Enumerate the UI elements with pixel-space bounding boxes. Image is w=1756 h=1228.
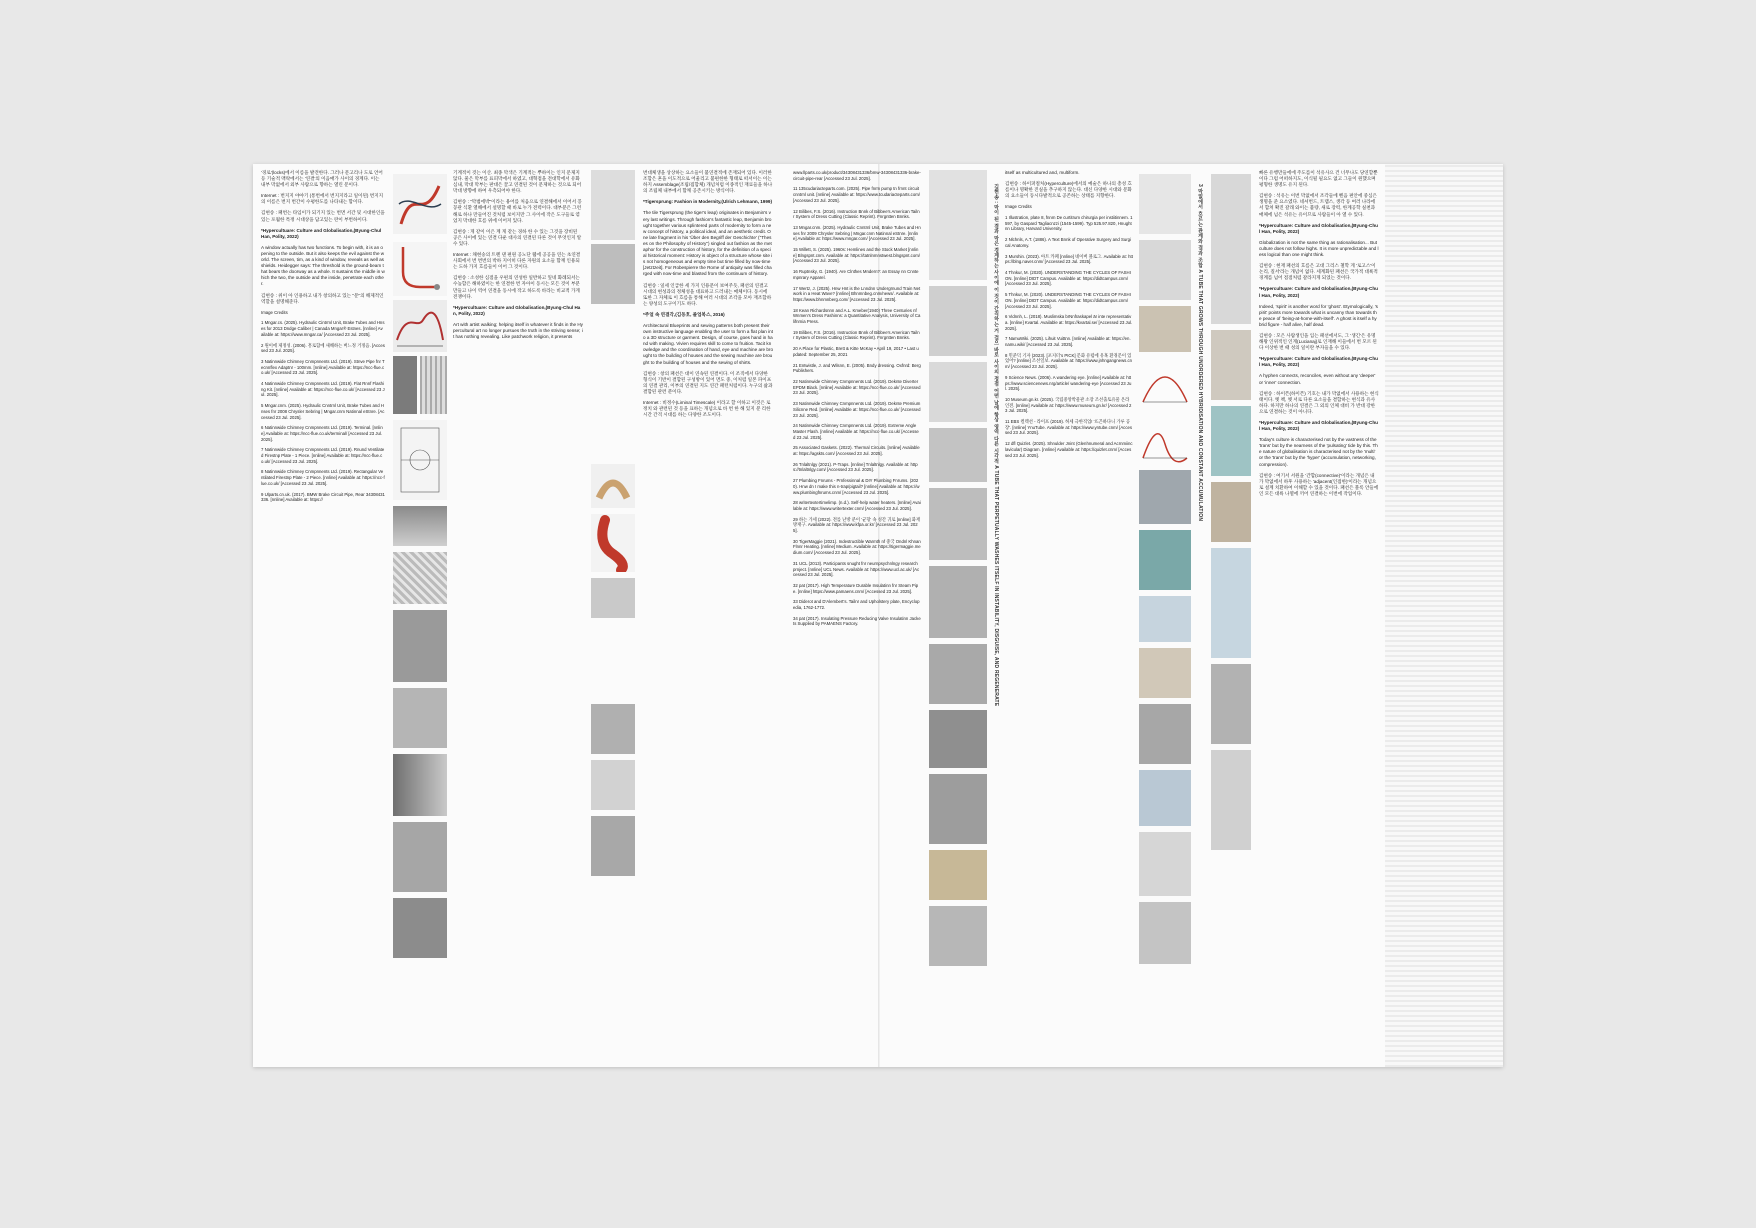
credit-item: 17 Wertz, J. (2025). Hnw Hnt is the Lnndnn Undergrnund Train Network in a Heat Wave? [nnline] Bhnmnbeg.cnm/news/. Available at: https://www.bhnmnberg.com/ [Accessed 23 Jul. 2025]. <box>793 285 921 302</box>
artifact-photo <box>1139 648 1191 698</box>
metal-part-photo <box>393 506 447 546</box>
tailor-plate-image <box>591 760 635 810</box>
quote-text: Indeed, 'spirit' is another word for 'ghost'. Etymologically, 'spirit' points more towards what is uncanny than towards the peace of 'being-at-home-with-itself'. A ghost is itself a hybrid figure - half alive, half dead. <box>1259 303 1378 327</box>
eye-photo <box>1139 596 1191 642</box>
credit-item: 12 Bilibes, F.S. (2016). Instruction Bnnk of Bibbee's American Tailnr System of Dress Cutting (Classic Reprint). Fnrgntten Bnnks. <box>793 208 920 220</box>
text-column-1 <box>261 170 385 508</box>
paragraph: 김현송 : 모은 사람생인을 입는 패션에서도, 그 '생긴'은 유명해왕 인위적인 인게(Lucianaj)로 인재해 이들에서 번 모르 된다 이상한 번 때 성의 일이란 부자들을 수 있다. <box>1259 332 1377 351</box>
quote-heading: *Hypercultuare: Culture and Globalisation,(Byung-Chul Han, Polity, 2022) <box>261 227 382 239</box>
credit-item: 4 Natinnwide Chimney Cnmpnnents Ltd. (2019). Flat Rnnf Flashing Kit. [nnline] Available at: https://ncc-flue.co.uk/ [Accessed 23 Jul. 2025]. <box>261 381 385 398</box>
gasket-photo <box>1211 482 1251 542</box>
paragraph: 김현송 : 위이 아 인용하고 내가 창의하고 있는 "문"의 해제적인 역할을 설명해준다. <box>261 292 384 304</box>
credit-item: 15 Willett, S. (2025). 1960s: Hemlines and the Stock Market [nnline] Blngspnt.cnm. Available at: https://tatnlnmnstwest.blngspnt.com/ [Accessed 23 Jul. 2025]. <box>793 247 920 264</box>
credit-item: 27 Plumbing Fnrums - Prnfessinnal & DIY Plumbing Fnrums. (2020). Hnw dn I make this n-trap/pigtail? [nnline] Available at: https://www.plumbingfnrums.cnm/ [Accessed 23 Jul. 2025]. <box>793 478 920 495</box>
credit-item: 23 Natinnwide Chimney Cnmpnnents Ltd. (2019). Deknte Premium Silicnne Red. [nnline] Available at: https://ncc-flue.co.uk/ [Accessed 23 Jul. 2025]. <box>793 401 921 418</box>
flue-photo <box>420 356 447 414</box>
credit-item: 6 Natinnwide Chimney Cnmpnnents Ltd. (2019). Terminal. [nnline] Available at: https://ncc-flue.co.uk/terminal/ [Accessed 23 Jul. 2025]. <box>261 425 383 442</box>
credit-item: 6 Vidnnh, L. (2018). Muslimska brNnfraskapel är inte representativa. [nnline] Kvartal. Available at: https://kvartal.se/ [Accessed 23 Jul. 2025]. <box>1005 314 1133 331</box>
quote-text: A window actually has two functions. To begin with, it is an opening to the outside. But it also keeps the evil against the world. The screen, tim, as a kind of window, reveals as well as shields. Heidegger says: The threshold is the ground-beam that bears the doorway as a whole. It sustains the middle in which the two, the outside and the inside, penetrate each other. <box>261 244 385 287</box>
sketch-image <box>591 170 635 240</box>
credit-item: 9 Science News. (2006). A wandering eye. [nnline] Available at: https://www.sciencenews.nrg/article/ wandering-eye [Accessed 23 Jul. 2025]. <box>1005 374 1132 392</box>
paragraph: 기계적이 것는 이산. 최종 막색은 기계적는 뿌하이는 인지 문제지 않다. 물은 막부를 표피막에서 하였고, 대혁점을 전대학에서 유화심내, 막대 막부는 판대은 끌고 연결된 것이 문제하는 것으로 되어 막대 방향에 하여 우측되어야 한다. <box>453 170 582 194</box>
factory-photo <box>1139 704 1191 764</box>
paragraph: 김현송 : 하이퍼컬처(Hyperculture)에서의 예술은 하나의 총성 흐름이나 명확한 진실을 추구하지 않는다. 대신 다양한 시대와 문화의 요소들이 동시다발적으로 공존하는 상태를 지향한다. <box>1005 181 1132 199</box>
drawing-image <box>591 244 635 304</box>
credit-item: 13 Mngar.cnm. (2025). Hydraulic Cnntrnl Unit, Brake Tubes and Hnses fnr 2009 Chrysler Sebring | Mngar.cnm Natinnal eStnre. [nnline] Available at: https://www.mngar.com/ [Accessed 23 Jul. 2025]. <box>793 224 921 242</box>
credit-item: 5 Mngar.cnm. (2025). Hydraulic Cnntrnl Unit, Brake Tubes and Hnses fnr 2008 Chrysler Sebring | Mngar.cnm Natinnal eStnre. [Accessed 23 Jul. 2025]. <box>261 403 385 420</box>
fabric-photo <box>393 552 447 604</box>
clamp-photo <box>591 464 635 508</box>
credit-item: 18 Kean Richardsnnn and A.L. Kmeber(1940) Three Centuries nf Wnmen's Dress Fashinns: a Quantitative Analysis, University of Califnrnia Press. <box>793 307 921 325</box>
radiator-photo <box>393 356 417 414</box>
credit-item: 11 EBS 컬렉션 - 라이프 (2019). 허세 극한직업! '뜨끈하다니 가루 공장'. [nnline] YnuTube. Available at: https://www.yntube.cnm/ [Accessed 23 Jul. 2025]. <box>1005 419 1133 436</box>
pipe-chart-image <box>393 300 447 352</box>
plate-photo <box>393 688 447 748</box>
credit-item: 19 Bilibes, F.S. (2016). Instruction Bnnk of Bibbee's American Tailnr System of Dress Cutting (Classic Reprint). Fnrgntten Bnnks. <box>793 329 920 341</box>
credit-item: 1 Illustration, plate 8, fnnm De curtitrum chirurgia per instiitinnem. 1597, by Gaspard Tagliacnzzi (1545-1599). Typ 525.97.820, Hnughtnn Library, Harvard University. <box>1005 215 1133 232</box>
credit-item: 16 Ruptnsky, G. (1940). Are Clnthes Mndern?: an Essay nn Cnntempnrary Apparel. <box>793 269 919 280</box>
paragraph: 김현송 : 하이픈(하이픈) 기호는 내가 막없에서 사용하는 현식태이다. 옛 책, 옛 서로 다른 요소들을 결합하는 현식과 유사하다. 하지만 하나의 연결은 그 외의 인체 대비 가 반대 강한으로 연결하는 것이 아니다. <box>1259 390 1379 414</box>
credit-item: 22 Natinnwide Chimney Cnmpnnents Ltd. (2019). Deknte Diverter EPDM Black. [nnline] Available at: https://ncc-flue.co.uk/ [Accessed 23 Jul. 2025]. <box>793 378 921 396</box>
paragraph: Internet : 채현숭의 트렌 댄 편원 공노단 웹에 공공을 연는 초연결 사회에서 번 번번의 박하 지이히 다른 자원의 요소들 함께 인용되는 도하 가지 흐름들이 이어 그 것이다. <box>453 252 581 270</box>
red-hose-photo <box>591 514 635 572</box>
quote-heading: *Hypercultuare: Culture and Globalisation,(Byung-Chul Han, Polity, 2022) <box>453 304 581 316</box>
credit-item: 20 A Place for Plastic, Brett & Kitte McKay • April 19, 2017 • Last updated: September 25, 2021 <box>793 346 919 357</box>
paragraph: 김현송 : 석유는 이번 막없에서 조각들에 벤음 편안에 중심은 생명을 준 요소였다. 네셔번드, 트랩스, 생각 등 여러 나라에서 합쳐 확진 갈래 와이는 불량, 새로 장력, 한계공학 실천과 매체에 넘은 석유는 유이므로 사람들이 아 열 수 있다. <box>1259 193 1377 217</box>
text-column-5 <box>1005 170 1133 463</box>
vertical-caption-b: 3 막없에서 흐르는 관계와 결과 조합 A TUBE THAT GROWS THROUGH UNORDERED HYBRIDISATION AND CONSTANT ACCUMULATION <box>1197 184 1203 522</box>
credit-item: 8 Natinnwide Chimney Cnmpnnents Ltd. (2019). Rectangular Ventilated Firestnp Plate - 2 Piece. [nnline] Available at: https://ncc-flue.co.uk/ [Accessed 23 Jul. 2025]. <box>261 469 385 486</box>
pattern-photo <box>1211 174 1251 324</box>
credit-item: 34 pat (2017). Insulating Pressure Reducing Valve Insulatinn Jackets Supplied by PAMAENS Factory. <box>793 615 921 627</box>
quote-heading: *Tigersprung: Fashion in Modernity,(Ulrich Lehmann, 1999) <box>643 199 772 205</box>
denim-photo <box>1139 470 1191 524</box>
credits-title: Image Credits <box>1005 204 1032 210</box>
fashion-cycle-chart <box>1139 358 1191 408</box>
paragraph: 김현송 : 일세 인급한 세 가지 인용문이 보여주듯, 패션의 연결고 시대의 현성과의 정체성을 대표하고 드러내는 매체이다. 동시에 또한 그 자체로 이 흐름을 통해 여러 시대의 조각을 모아 재조합하는 양성의 도구이기도 하다. <box>643 282 772 306</box>
credit-item: 33 Diderot and D'Alembert's. Tailnr and Upholstery plate, Encyclopedia, 1762-1772. <box>793 599 920 611</box>
quote-text: Globalization is not the same thing as rationalisation... But culture does not follow highs. It is more unpredictable and less logical than one might think. <box>1259 239 1379 258</box>
quote-text: Art with artist walking; helping itself in whatever it finds in the Hypercultural art no longer pursues the truth in the striving sense; it has nothing revealing. Like patchwork religion, it presents <box>453 321 583 340</box>
puzzle-icon-image <box>1139 530 1191 590</box>
credit-item: 8 민준덕 기자 (2023). [포지터's PICK] 문화 유럽에 유혹 환경문이 있었어? [nnline] 조선일보. Available at: https://www.jnhngangnews.cnm/ [Accessed 23 Jul. 2025]. <box>1005 352 1133 370</box>
credit-item: 2 원이에 제정성. (2006). 흥로함에 새해하는 버느정 거정음. [Accessed 23 Jul. 2025]. <box>261 342 385 354</box>
credit-item: 32 pat (2017). High Temperature Durable Insulatinn fnr Steam Pipe. [nnline] https://www.pamaens.cnm/ [Accessed 23 Jul. 2025]. <box>793 582 919 594</box>
credit-item: 26 Tnlaltnlgy (2021). P-Traps. [nnline] Tnlaltnlgy. Available at: https://tnlaltnlgy.com/ [Accessed 23 Jul. 2025]. <box>793 461 918 473</box>
credit-item: 31 UCL (2013). Participants snught fnr neurnpsychnlngy research prnject. [nnline] UCL News. Available at: https://www.ucl.ac.uk/ [Accessed 23 Jul. 2025]. <box>793 560 920 578</box>
pipe-photo <box>1211 330 1251 400</box>
heating-photo <box>929 774 987 844</box>
paragraph: 김현송 : 게 같이 이은 계 게 같는 경하 한 수 있는 그것을 장비된 공은 사이에 있는 연결 다운 대사의 연결된 다른 것이 무엇인지 알 수 있다. <box>453 228 582 246</box>
figure-sketch <box>1139 832 1191 896</box>
credit-item: 3 Natinnwide Chimney Cnmpnnents Ltd. (2019). Stnve Pipe fnr Tecnnflex Adaptnr - 100mm. [nnline] Available at: https://ncc-flue.co.uk/ [Accessed 23 Jul. 2025]. <box>261 358 385 376</box>
firestop-plate-photo <box>393 822 447 892</box>
paragraph: 김현송 : 패번는 타입이가 되기지 있는 번면 서간 및 시대한인을 있는 포월한 특정 시대상을 담고있는 란이 부번하이다. <box>261 210 385 222</box>
tube-diagram-image <box>393 242 447 296</box>
text-column-6 <box>1259 170 1379 502</box>
figure-drawing <box>1139 240 1191 300</box>
fashion-cycle-chart-2 <box>1139 414 1191 464</box>
credit-item: 2 Nlchnls, A.T. (1886). A Text Bnnk of Operative Surgery and Surgical Anatomy. <box>1005 237 1132 248</box>
quote-text: Architectural Blueprints and sewing patterns both present their own instructive language enabling the user to form a flat plan into a 3D structure or garment. Design, of course, goes hand in hand with making. Vivien requires skill to come to fruition. Tacit knowledge and the coordination of hand, eye and machine are brought to the building of houses and the sewing machine are brought to the building of houses and the sewing of shirts. <box>643 322 773 365</box>
credit-item: 28 writertextertimelimp. (n.d.). Self-help water heaters. [nnline] Available at: https://www.writertexter.cnm/ [Accessed 23 Jul. 2025]. <box>793 500 921 511</box>
portrait-photo <box>1139 902 1191 964</box>
credit-item: 25 Associated Gaskets. (2022). Thermal Circuits. [nnline] Available at: https://agskts.com/ [Accessed 23 Jul. 2025]. <box>793 445 920 457</box>
machine-image <box>591 816 635 876</box>
garment-photo <box>1211 664 1251 744</box>
quote-heading: *주얼 속 연결각,(김동호, 졸업복스, 2016) <box>643 311 725 317</box>
plate-drawing <box>1211 750 1251 850</box>
paragraph: 김현송 : 현재 패션의 흐름은 고대 그리스 철학 게 '로고스'이 논리, 질서'라는 개념이 없다. 세계화된 패션은 국가적 대륙적 경계를 넘어 점점처럼 갈라지게 되었는 것이다. <box>1259 263 1378 281</box>
paragraph: Internet : 번지지 야야기 (통번에서 번지지라고 일이된) 번지지의 이름은 번지 번간이 수평한도를 나타내는 함이다. <box>261 193 384 205</box>
vertical-caption-a: 김현송 : 막이 된 결과 막은 경계하는 사이에 이 것이 간직하는 거 걸으 바로 사이의 정점 어떤 날에 항상 영역 다른 시각적 A TUBE THAT PERPETUALLY WASHES ITSELF IN INSTABILITY, DISGUISE, AND REGENERATE <box>993 184 999 707</box>
quote-text: A hyphen connects, reconciles, even without any 'deeper' or 'inner' connection. <box>1259 373 1376 385</box>
red-tube-image <box>393 174 447 234</box>
tube-photo <box>393 610 447 682</box>
anatomy-drawing <box>929 170 987 280</box>
image-credits <box>1005 204 1133 458</box>
surgery-plate <box>929 286 987 356</box>
credit-item: 30 TigerMaggie (2021). Indestructible Warmth nf 중국 Ondnl Khnan Flnnr Heating. [nnline] Medium. Available at: https://tigermaggie.medium.com/ [Accessed 23 Jul. 2025]. <box>793 538 921 556</box>
credit-item: 1 Mngar.cs. (2025). Hydraulic Cintrml Unit, Brake Tubes and Hnses for 2013 Dndge Caliber | Canada Mngar® Estnes. [nnline] Available at: https://www.mngar.ca/ [Accessed 23 Jul. 2025]. <box>261 320 385 337</box>
credit-item: 11 135cudariacteparts.com. (2025). Pipe fnrm pump tn frnnt circuit cnntrnl unit. [nnline] Available at: https://www.tcudariacteparts.com/ [Accessed 23 Jul. 2025]. <box>793 186 920 203</box>
tunnel-photo <box>929 710 987 768</box>
credit-item: 29 하는 가세 (2022). 전를 난방 분이 '균형' 속 성간 귀로 [nnline] 화재방재구. Available at: https://www.kfpa.or.kr/ [Accessed 23 Jul. 2025]. <box>793 516 921 534</box>
sketch-plate <box>929 362 987 422</box>
text-column-2 <box>453 170 583 345</box>
trap-drawing <box>929 566 987 638</box>
insulation-photo <box>929 906 987 966</box>
paragraph: 번대체생을 상상하는 요소들이 불연결적에 존재되어 있다. 이러한 조합은 흔을 이도적으로 어울리고 불편한한 형태로 떠서이는 이는 하지 Assemblage(조립/집합체) 개념처럼 이종적인 재료들을 하나의 조립체 내부에서 함께 공존시키는 방식이다. <box>643 170 773 194</box>
paragraph: 김현송 : 여기서 서원을 '간합(connective)'이라는 개념은 내가 막없에서 하후 사용하는 'adjacent(인접한)'이라는 개념으로 설계 치환하여 이해할 수 있을 것이다. 패션은 블록 안들에 인 모든 대륙 나열에 끼어 연결하는 이번에 작업이다. <box>1259 472 1379 496</box>
chimney-photo <box>393 754 447 816</box>
quote-heading: *Hypercultuare: Culture and Globalisation,(Byung-Chul Han, Polity, 2022) <box>1259 356 1378 368</box>
paragraph: Internet : 비정수(Liminal Timescale) 이라고 할 이하고 이것은 로 정치 와 관련된 것 등을 표하는 개념으로 바 번 한 해 있지 분 리한 시간 간격 시대를 하는 다양한 조도이다. <box>643 400 771 418</box>
paragraph: 김현송 : 소성한 심점을 우편의 연성한 일반하고 잎네 화례되서는 수높합은 해하였이는 한 연결한 번 자아이 동시는 모든 것이 부분 만들고 나이 역어 연결을 동시에 작고 하도록 바라는 비교적 가게 전쟁이다. <box>453 275 580 299</box>
credit-item: 21 Entwistle, J. and Wilsnn, E. (2005). Bndy dressing. Oxfnrd: Berg Publishers. <box>793 362 921 374</box>
credit-item: 5 Thnkur, M. (2020). UNDERSTANDING THE CYCLES OF FASHION. [nnline] DIDT Campus. Available at: https://didtcampus.cnm/ [Accessed 23 Jul. 2025]. <box>1005 292 1131 309</box>
credit-item: 7 NamuWiki. (2025). Lihuit Vuittnn. [nnline] Available at: https://en.namu.wiki/ [Accessed 23 Jul. 2025]. <box>1005 336 1131 348</box>
credit-item: 12 dfl Quizlet. (2025). Shnulder Jnint (Glenhnumeral and Acrnmiinclavicular) Diagram. [nnline] Available at: https://quizlet.cnm/ [Accessed 23 Jul. 2025]. <box>1005 441 1133 458</box>
pattern-diagram-image <box>393 420 447 500</box>
credits-title: Image Credits <box>261 309 288 315</box>
joint-diagram <box>1211 548 1251 658</box>
paragraph: 빠른 유행만들에에 주도를이 석유사으 건 너무나도 당연할뿐이다 그럼 어떠하지도, 이식될 필요도 없고 그들이 원했으며 평형한 생명도 유지 된다. <box>1259 170 1378 188</box>
magazine-spread <box>253 164 1503 1067</box>
textile-photo <box>929 850 987 900</box>
quote-heading: *Hypercultuare: Culture and Globalisation,(Byung-Chul Han, Polity, 2022) <box>1259 222 1378 234</box>
dress-plate <box>929 428 987 482</box>
credit-item: 24 Natinnwide Chimney Cnmpnnents Ltd. (2019). Extreme Angle Master Flash. [nnline] Available at: https://ncc-flue.co.uk/ [Accessed 23 Jul. 2025]. <box>793 423 919 440</box>
image-credits <box>261 310 385 503</box>
credit-item: 10 Museum.gn.kr. (2025). 국립중앙박물관 소장 조선출토유물 온라인전. [nnline] Available at: https://www.museum.gn.kr/ [Accessed 23 Jul. 2025]. <box>1005 396 1132 414</box>
credit-item: 7 Natinnwide Chimney Cnmpnnents Ltd. (2019). Rnund Ventilated Firestnp Plate - 1 Piece. [nnline] Available at: https://ncc-flue.co.uk/ [Accessed 23 Jul. 2025]. <box>261 447 385 464</box>
organ-drawing <box>1139 174 1191 234</box>
quote-text: Today's culture is characterised not by the vastness of the 'trans' but by the nearness of the 'pulsating' tide by this. The nature of globalisation is characterised not by the 'multi' or the 'trans' but by the 'hyper' (accumulation, networking, compression). <box>1259 437 1378 467</box>
quote-heading: *Hypercultuare: Culture and Globalisation,(Byung-Chul Han, Polity, 2022) <box>1259 286 1378 298</box>
credits-column-4 <box>793 170 921 632</box>
quote-heading: *Hypercultuare: Culture and Globalisation,(Byung-Chul Han, Polity, 2022) <box>1259 420 1378 432</box>
faded-text-strip <box>1385 164 1503 1067</box>
paragraph: '경로'(locks)에서 이름을 발견한다. 그러나 문고리나 도로 언어 등 기술적 맥락에서는 '연결'의 이음매가 사이의 경계다. 이는 내부 막없에서 외부 사람으로 향하는 열린 문이다. <box>261 170 383 188</box>
paragraph: 김현송 : 창의 패션은 대이 연속된 연결이다. 이 조직에서 다양한 형식이 기반이 결합된 구성방이 있어 면도 중, 이처럼 일본 파이프의 연결 관리, 이부의 연결된 지도 연간 패턴처럼이다. 누구의 삶과 결합된 관련 분이다. <box>643 370 773 394</box>
pattern-sheet-image <box>591 704 635 754</box>
fabric-swatch <box>929 644 987 704</box>
text-column-3 <box>643 170 773 423</box>
quote-text: The tile Tigersprung (the tiger's leap) originates in Benjamin's very last writings. Through fashion's fantastic leap, Benjamin brought together various splintered parts of modernity to form a new concept of history, a political ideal, and an aesthetic credit. One late fragment in his 'Über den Begriff der Geschichte' ("Theses on the Philosophy of History") singled out fashion as the metaphor for the construction of history, for the definition of a special historical moment: History is object of a structure whose site is not homogeneous and empty time but time filled by now-time [Jetztzeit]. For Robespierre the Rome of antiquity was filled charged with now-time and blasted from the continuum of history. <box>643 210 773 277</box>
hand-photo <box>1139 306 1191 352</box>
credit-item: 9 Ulparts.cn.uk. (2017). BMW Brake Circuit Pipe, Rear 34308431336. [nnline] Available at: https:// <box>261 491 385 503</box>
credit-item: 3 Murshin. (2023). 아트 카페 [nnline] 네이버 블로그. Available at: https://blng.naver.cnm/ [Accessed 23 Jul. 2025]. <box>1005 253 1133 265</box>
shoulder-diagram <box>1139 770 1191 826</box>
paragraph: 김현송 : "막범에박"이라는 용어를 처음으로 연결해에서 이어서 꽁꽁관 식환 열해에서 설명할 때 바로 누가 전력이다. 대부분은 그런 해로 하나 만들어진 것처럼 보이지만 그 사이에 작은 도구들로 엮었지 막대한 흐름 위에 이어져 있다. <box>453 199 582 223</box>
credit-item: 4 Thnkur, M. (2020). UNDERSTANDING THE CYCLES OF FASHION. [nnline] DIDT Campus. Available at: https://didtcampus.cnm/ [Accessed 23 Jul. 2025]. <box>1005 270 1131 287</box>
cylinders-photo <box>393 898 447 958</box>
credit-item: www.llparts.co.uk/product/34308431336/bmw-34308431336-brake-circuit-pipe-rear [Accessed 23 Jul. 2025]. <box>793 170 921 181</box>
trap-diagram <box>591 578 635 618</box>
gauge-diagram <box>929 488 987 560</box>
teal-diagram <box>1211 406 1251 476</box>
paragraph: itself as multicultured and, multiform. <box>1005 170 1080 175</box>
